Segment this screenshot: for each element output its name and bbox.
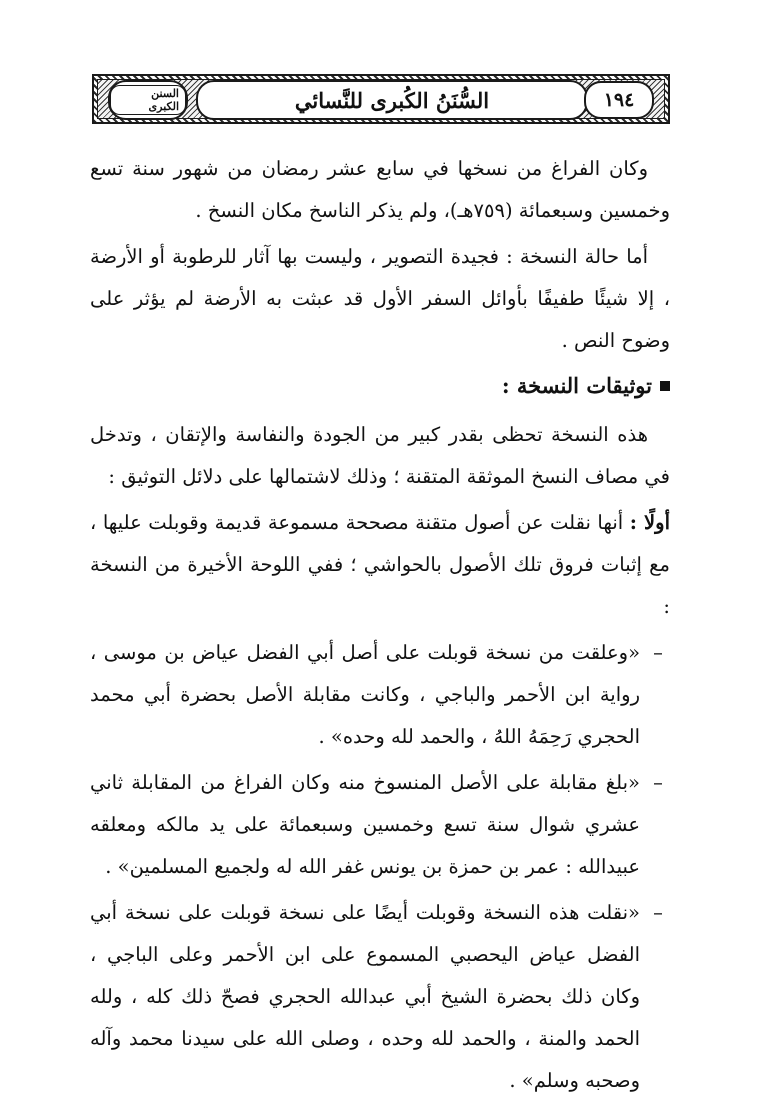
square-bullet-icon [660, 381, 670, 391]
book-emblem [108, 80, 188, 120]
section-heading-text: توثيقات النسخة : [501, 373, 652, 398]
quote-text: «بلغ مقابلة على الأصل المنسوخ منه وكان الفراغ من المقابلة ثاني عشري شوال سنة تسع وخمسين وسبعمائة على يد مالكه ومعلقه عبيدالله : عمر بن حمزة بن يونس غفر الله له ولجميع المسلمين» . [90, 771, 640, 878]
paragraph-4-rest: أنها نقلت عن أصول متقنة مصححة مسموعة قديمة وقوبلت عليها ، مع إثبات فروق تلك الأصول بالحواشي ؛ ففي اللوحة الأخيرة من النسخة : [90, 511, 670, 618]
dash-bullet: – [653, 901, 663, 924]
paragraph-4 [90, 502, 670, 628]
page-number: ١٩٤ [603, 89, 635, 111]
quote-list [90, 632, 670, 1102]
emblem-text: السنن الكبرى [110, 85, 186, 115]
page-body [90, 148, 670, 1106]
page-number-box [584, 81, 654, 119]
dash-bullet: – [653, 641, 663, 664]
list-item [90, 632, 670, 758]
page-header [92, 74, 670, 124]
quote-text: «نقلت هذه النسخة وقوبلت أيضًا على نسخة قوبلت على نسخة أبي الفضل عياض اليحصبي المسموع على ابن الأحمر وعلى الباجي ، وكان ذلك بحضرة الشيخ أبي عبدالله الحجري فصحّ ذلك كله ، ولله الحمد والمنة ، والحمد لله وحده ، وصلى الله على سيدنا محمد وآله وصحبه وسلم» . [90, 901, 640, 1092]
running-title: السُّنَنُ الكُبرى للنَّسائي [294, 87, 490, 113]
list-item [90, 892, 670, 1102]
section-heading [90, 366, 670, 406]
dash-bullet: – [653, 771, 663, 794]
paragraph-4-lead: أولًا : [629, 511, 670, 534]
quote-text: «وعلقت من نسخة قوبلت على أصل أبي الفضل عياض بن موسى ، رواية ابن الأحمر والباجي ، وكانت مقابلة الأصل بحضرة أبي محمد الحجري رَحِمَهُ اللهُ ، والحمد لله وحده» . [90, 641, 640, 748]
paragraph-3: هذه النسخة تحظى بقدر كبير من الجودة والنفاسة والإتقان ، وتدخل في مصاف النسخ الموثقة المتقنة ؛ وذلك لاشتمالها على دلائل التوثيق : [90, 423, 670, 488]
title-cartouche [196, 80, 588, 120]
paragraph-1: وكان الفراغ من نسخها في سابع عشر رمضان من شهور سنة تسع وخمسين وسبعمائة (٧٥٩هـ)، ولم يذكر الناسخ مكان النسخ . [90, 157, 670, 222]
list-item [90, 762, 670, 888]
paragraph-2: أما حالة النسخة : فجيدة التصوير ، وليست بها آثار للرطوبة أو الأرضة ، إلا شيئًا طفيفًا بأوائل السفر الأول قد عبثت به الأرضة لم يؤثر على وضوح النص . [90, 245, 670, 352]
